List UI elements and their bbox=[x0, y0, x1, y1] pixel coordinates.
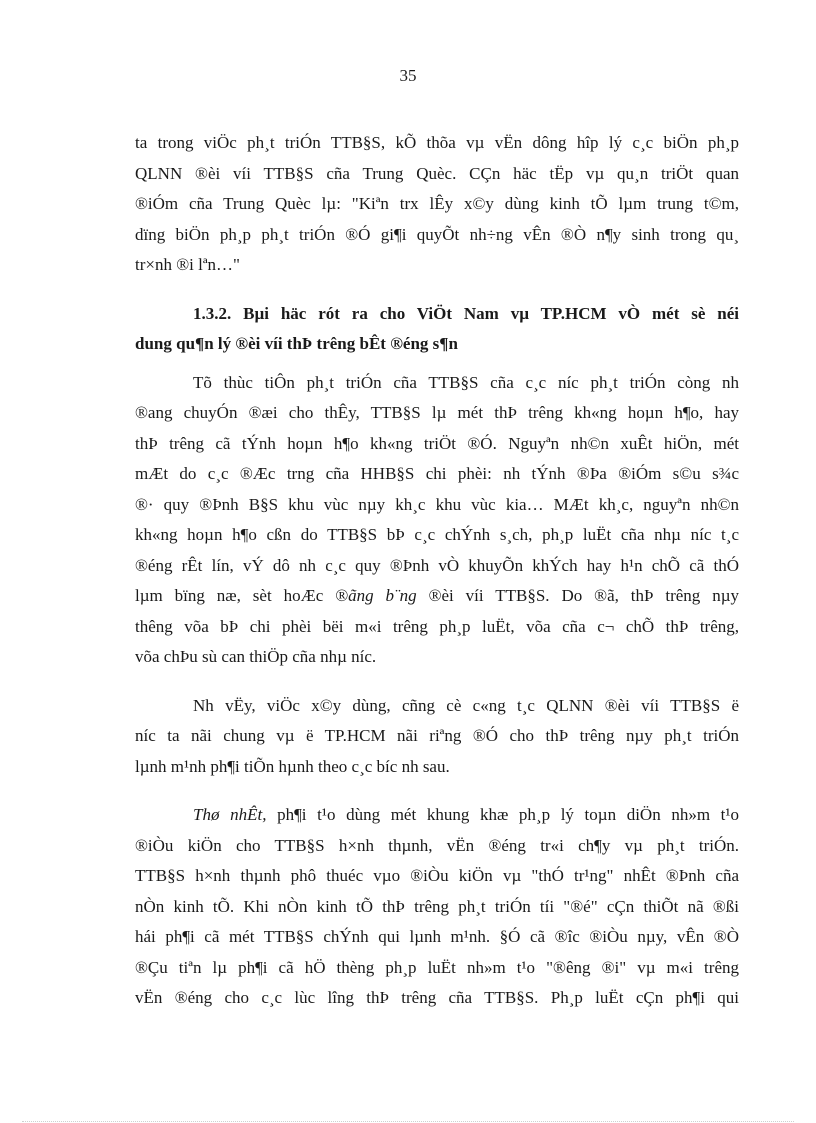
text-line: thêng võa bÞ chi phèi bëi m«i trêng ph¸p luËt, võa cña c¬ chÕ thÞ trêng, bbox=[135, 616, 739, 636]
italic-lead: Thø nhÊt, bbox=[193, 805, 267, 824]
text-line: ®iÒu kiÖn cho TTB§S h×nh thµnh, vËn ®éng tr«i ch¶y vµ ph¸t triÓn. bbox=[135, 835, 739, 855]
paragraph-2 bbox=[135, 368, 739, 673]
text-line: Nh vËy, viÖc x©y dùng, cñng cè c«ng t¸c QLNN ®èi víi TTB§S ë bbox=[193, 695, 739, 715]
text-line: Tõ thùc tiÔn ph¸t triÓn cña TTB§S cña c¸c níc ph¸t triÓn còng nh bbox=[193, 372, 739, 392]
text-line: thÞ trêng cã tÝnh hoµn h¶o kh«ng triÖt ®Ó. Nguyªn nh©n xuÊt hiÖn, mét bbox=[135, 433, 739, 453]
paragraph-3 bbox=[135, 691, 739, 783]
page-body bbox=[135, 128, 739, 1014]
text-line: ®Çu tiªn lµ ph¶i cã hÖ thèng ph¸p luËt nh»m t¹o "®êng ®i" vµ m«i trêng bbox=[135, 957, 739, 977]
text-line: ®iÓm cña Trung Quèc lµ: "Kiªn trx lÊy x©y dùng kinh tÕ lµm trung t©m, bbox=[135, 194, 739, 213]
text-line: lµnh m¹nh ph¶i tiÕn hµnh theo c¸c bíc nh sau. bbox=[135, 756, 450, 776]
heading-line: 1.3.2. Bµi häc rót ra cho ViÖt Nam vµ TP.HCM vÒ mét sè néi bbox=[193, 303, 739, 323]
text-line: vËn ®éng cho c¸c lùc lîng thÞ trêng cña TTB§S. Ph¸p luËt cÇn ph¶i qui bbox=[135, 988, 739, 1007]
text-line: kh«ng hoµn h¶o cßn do TTB§S bÞ c¸c chÝnh s¸ch, ph¸p luËt cña nhµ níc t¸c bbox=[135, 525, 739, 544]
page-bottom-rule bbox=[22, 1121, 794, 1122]
text-line: nÒn kinh tÕ. Khi nÒn kinh tÕ thÞ trêng ph¸t triÓn tíi "®é" cÇn thiÕt nã ®ßi bbox=[135, 896, 739, 916]
text-line bbox=[135, 800, 739, 831]
page-number: 35 bbox=[399, 66, 417, 85]
text-line: QLNN ®èi víi TTB§S cña Trung Quèc. CÇn häc tËp vµ qu¸n triÖt quan bbox=[135, 163, 739, 183]
text-span: ph¶i t¹o dùng mét khung khæ ph¸p lý toµn diÖn nh»m t¹o bbox=[266, 805, 739, 824]
text-line: mÆt do c¸c ®Æc trng cña HHB§S chi phèi: nh tÝnh ®Þa ®iÓm s©u s¾c bbox=[135, 464, 739, 483]
text-line: ta trong viÖc ph¸t triÓn TTB§S, kÕ thõa vµ vËn dông hîp lý c¸c biÖn ph¸p bbox=[135, 133, 739, 152]
text-line: dïng biÖn ph¸p ph¸t triÓn ®Ó gi¶i quyÕt nh÷ng vÊn ®Ò n¶y sinh trong qu¸ bbox=[135, 224, 739, 244]
text-line: ®· quy ®Þnh B§S khu vùc nµy kh¸c khu vùc kia… MÆt kh¸c, nguyªn nh©n bbox=[135, 494, 739, 514]
text-line: lµm bïng næ, sèt hoÆc ®ãng b¨ng ®èi víi TTB§S. Do ®ã, thÞ trêng nµy bbox=[135, 586, 739, 605]
text-line: võa chÞu sù can thiÖp cña nhµ níc. bbox=[135, 647, 377, 666]
text-line: ®ang chuyÓn ®æi cho thÊy, TTB§S lµ mét thÞ trêng kh«ng hoµn h¶o, hay bbox=[135, 403, 739, 422]
text-line: ®éng rÊt lín, vÝ dô nh c¸c quy ®Þnh vÒ khuyÕn khÝch hay h¹n chÕ cã thÓ bbox=[135, 555, 739, 575]
paragraph-4 bbox=[135, 800, 739, 1014]
paragraph-1 bbox=[135, 128, 739, 281]
section-heading bbox=[135, 299, 739, 360]
heading-line: dung qu¶n lý ®èi víi thÞ trêng bÊt ®éng s¶n bbox=[135, 334, 458, 353]
italic-phrase: ®ãng b¨ng bbox=[335, 586, 417, 605]
text-line: hái ph¶i cã mét TTB§S chÝnh qui lµnh m¹nh. §Ó cã ®îc ®iÒu nµy, vÊn ®Ò bbox=[135, 927, 739, 946]
text-line: tr×nh ®i lªn…" bbox=[135, 255, 240, 274]
text-line: níc ta nãi chung vµ ë TP.HCM nãi riªng ®Ó cho thÞ trêng nµy ph¸t triÓn bbox=[135, 726, 739, 745]
text-line: TTB§S h×nh thµnh phô thuéc vµo ®iÒu kiÖn vµ "thÓ tr¹ng" nhÊt ®Þnh cña bbox=[135, 866, 739, 885]
